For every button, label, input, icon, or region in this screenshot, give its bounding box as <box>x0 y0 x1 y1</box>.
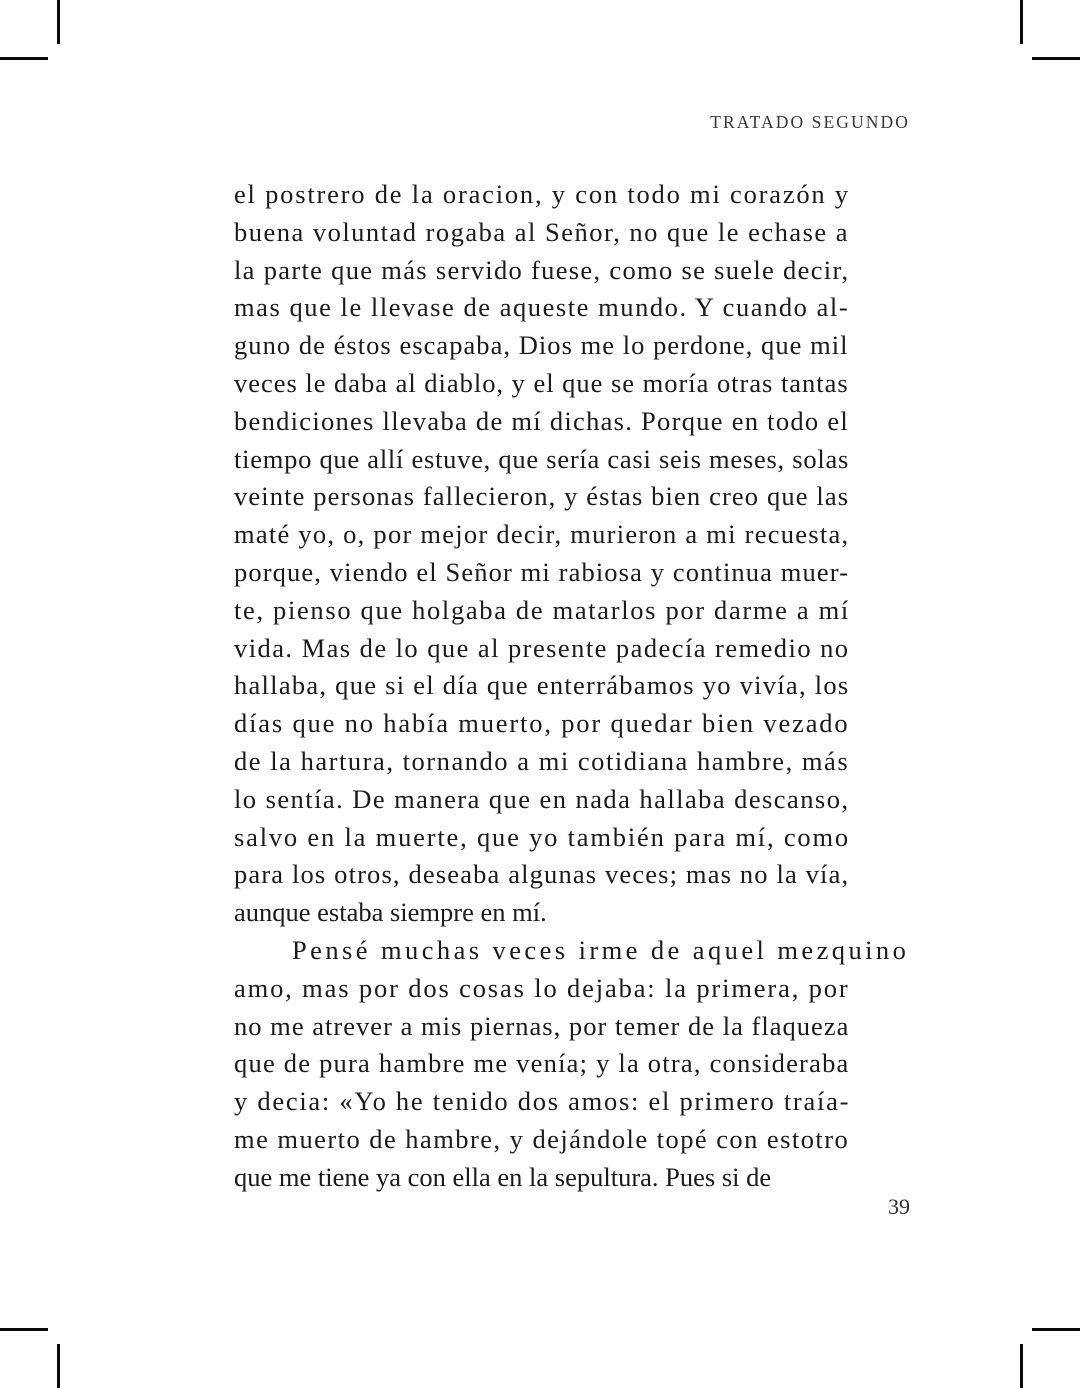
paragraph-1 <box>234 176 848 932</box>
text-line: días que no había muerto, por quedar bien vezado <box>234 708 850 739</box>
text-line: lo sentía. De manera que en nada hallaba descanso, <box>234 783 850 814</box>
text-line: la parte que más servido fuese, como se suele decir, <box>234 254 850 285</box>
text-line: que de pura hambre me venía; y la otra, consideraba <box>234 1048 850 1079</box>
text-line: Pensé muchas veces irme de aquel mezquino <box>292 934 910 965</box>
text-line: mas que le llevase de aqueste mundo. Y cuando al- <box>234 292 850 323</box>
text-line: bendiciones llevaba de mí dichas. Porque en todo el <box>234 405 849 436</box>
text-line: tiempo que allí estuve, que sería casi seis meses, solas <box>234 443 850 474</box>
text-line: amo, mas por dos cosas lo dejaba: la primera, por <box>234 972 850 1003</box>
paragraph-2 <box>234 932 910 1197</box>
text-line: de la hartura, tornando a mi cotidiana hambre, más <box>234 745 850 776</box>
text-line: vida. Mas de lo que al presente padecía remedio no <box>234 632 850 663</box>
text-line: buena voluntad rogaba al Señor, no que le echase a <box>234 216 850 247</box>
crop-mark-bottom-left-horizontal <box>0 1328 48 1331</box>
text-line: para los otros, deseaba algunas veces; mas no la vía, <box>234 859 850 890</box>
crop-mark-top-left-vertical <box>57 0 60 44</box>
text-line: hallaba, que si el día que enterrábamos yo vivía, los <box>234 670 850 701</box>
crop-mark-top-right-horizontal <box>1032 57 1080 60</box>
text-line: aunque estaba siempre en mí. <box>234 897 547 928</box>
text-line: salvo en la muerte, que yo también para mí, como <box>234 821 850 852</box>
text-line: el postrero de la oracion, y con todo mi corazón y <box>234 179 850 209</box>
text-line: guno de éstos escapaba, Dios me lo perdone, que mil <box>234 330 849 361</box>
text-line: y decia: «Yo he tenido dos amos: el primero traía- <box>234 1086 851 1117</box>
crop-mark-top-right-vertical <box>1020 0 1023 44</box>
text-line: que me tiene ya con ella en la sepultura. Pues si de <box>234 1161 772 1192</box>
crop-mark-bottom-left-vertical <box>57 1344 60 1388</box>
text-line: porque, viendo el Señor mi rabiosa y continua muer- <box>234 556 850 587</box>
crop-mark-bottom-right-horizontal <box>1032 1328 1080 1331</box>
page-number: 39 <box>888 1194 910 1219</box>
text-line: me muerto de hambre, y dejándole topé con estotro <box>234 1123 850 1154</box>
body-text-block <box>234 176 910 1197</box>
text-line: te, pienso que holgaba de matarlos por darme a mí <box>234 594 850 625</box>
text-line: veces le daba al diablo, y el que se moría otras tantas <box>234 367 849 398</box>
text-line: maté yo, o, por mejor decir, murieron a mi recuesta, <box>234 519 850 550</box>
text-line: no me atrever a mis piernas, por temer de la flaqueza <box>234 1010 850 1041</box>
running-head: TRATADO SEGUNDO <box>710 112 910 132</box>
text-line: veinte personas fallecieron, y éstas bien creo que las <box>234 481 850 512</box>
crop-mark-top-left-horizontal <box>0 57 48 60</box>
crop-mark-bottom-right-vertical <box>1020 1344 1023 1388</box>
